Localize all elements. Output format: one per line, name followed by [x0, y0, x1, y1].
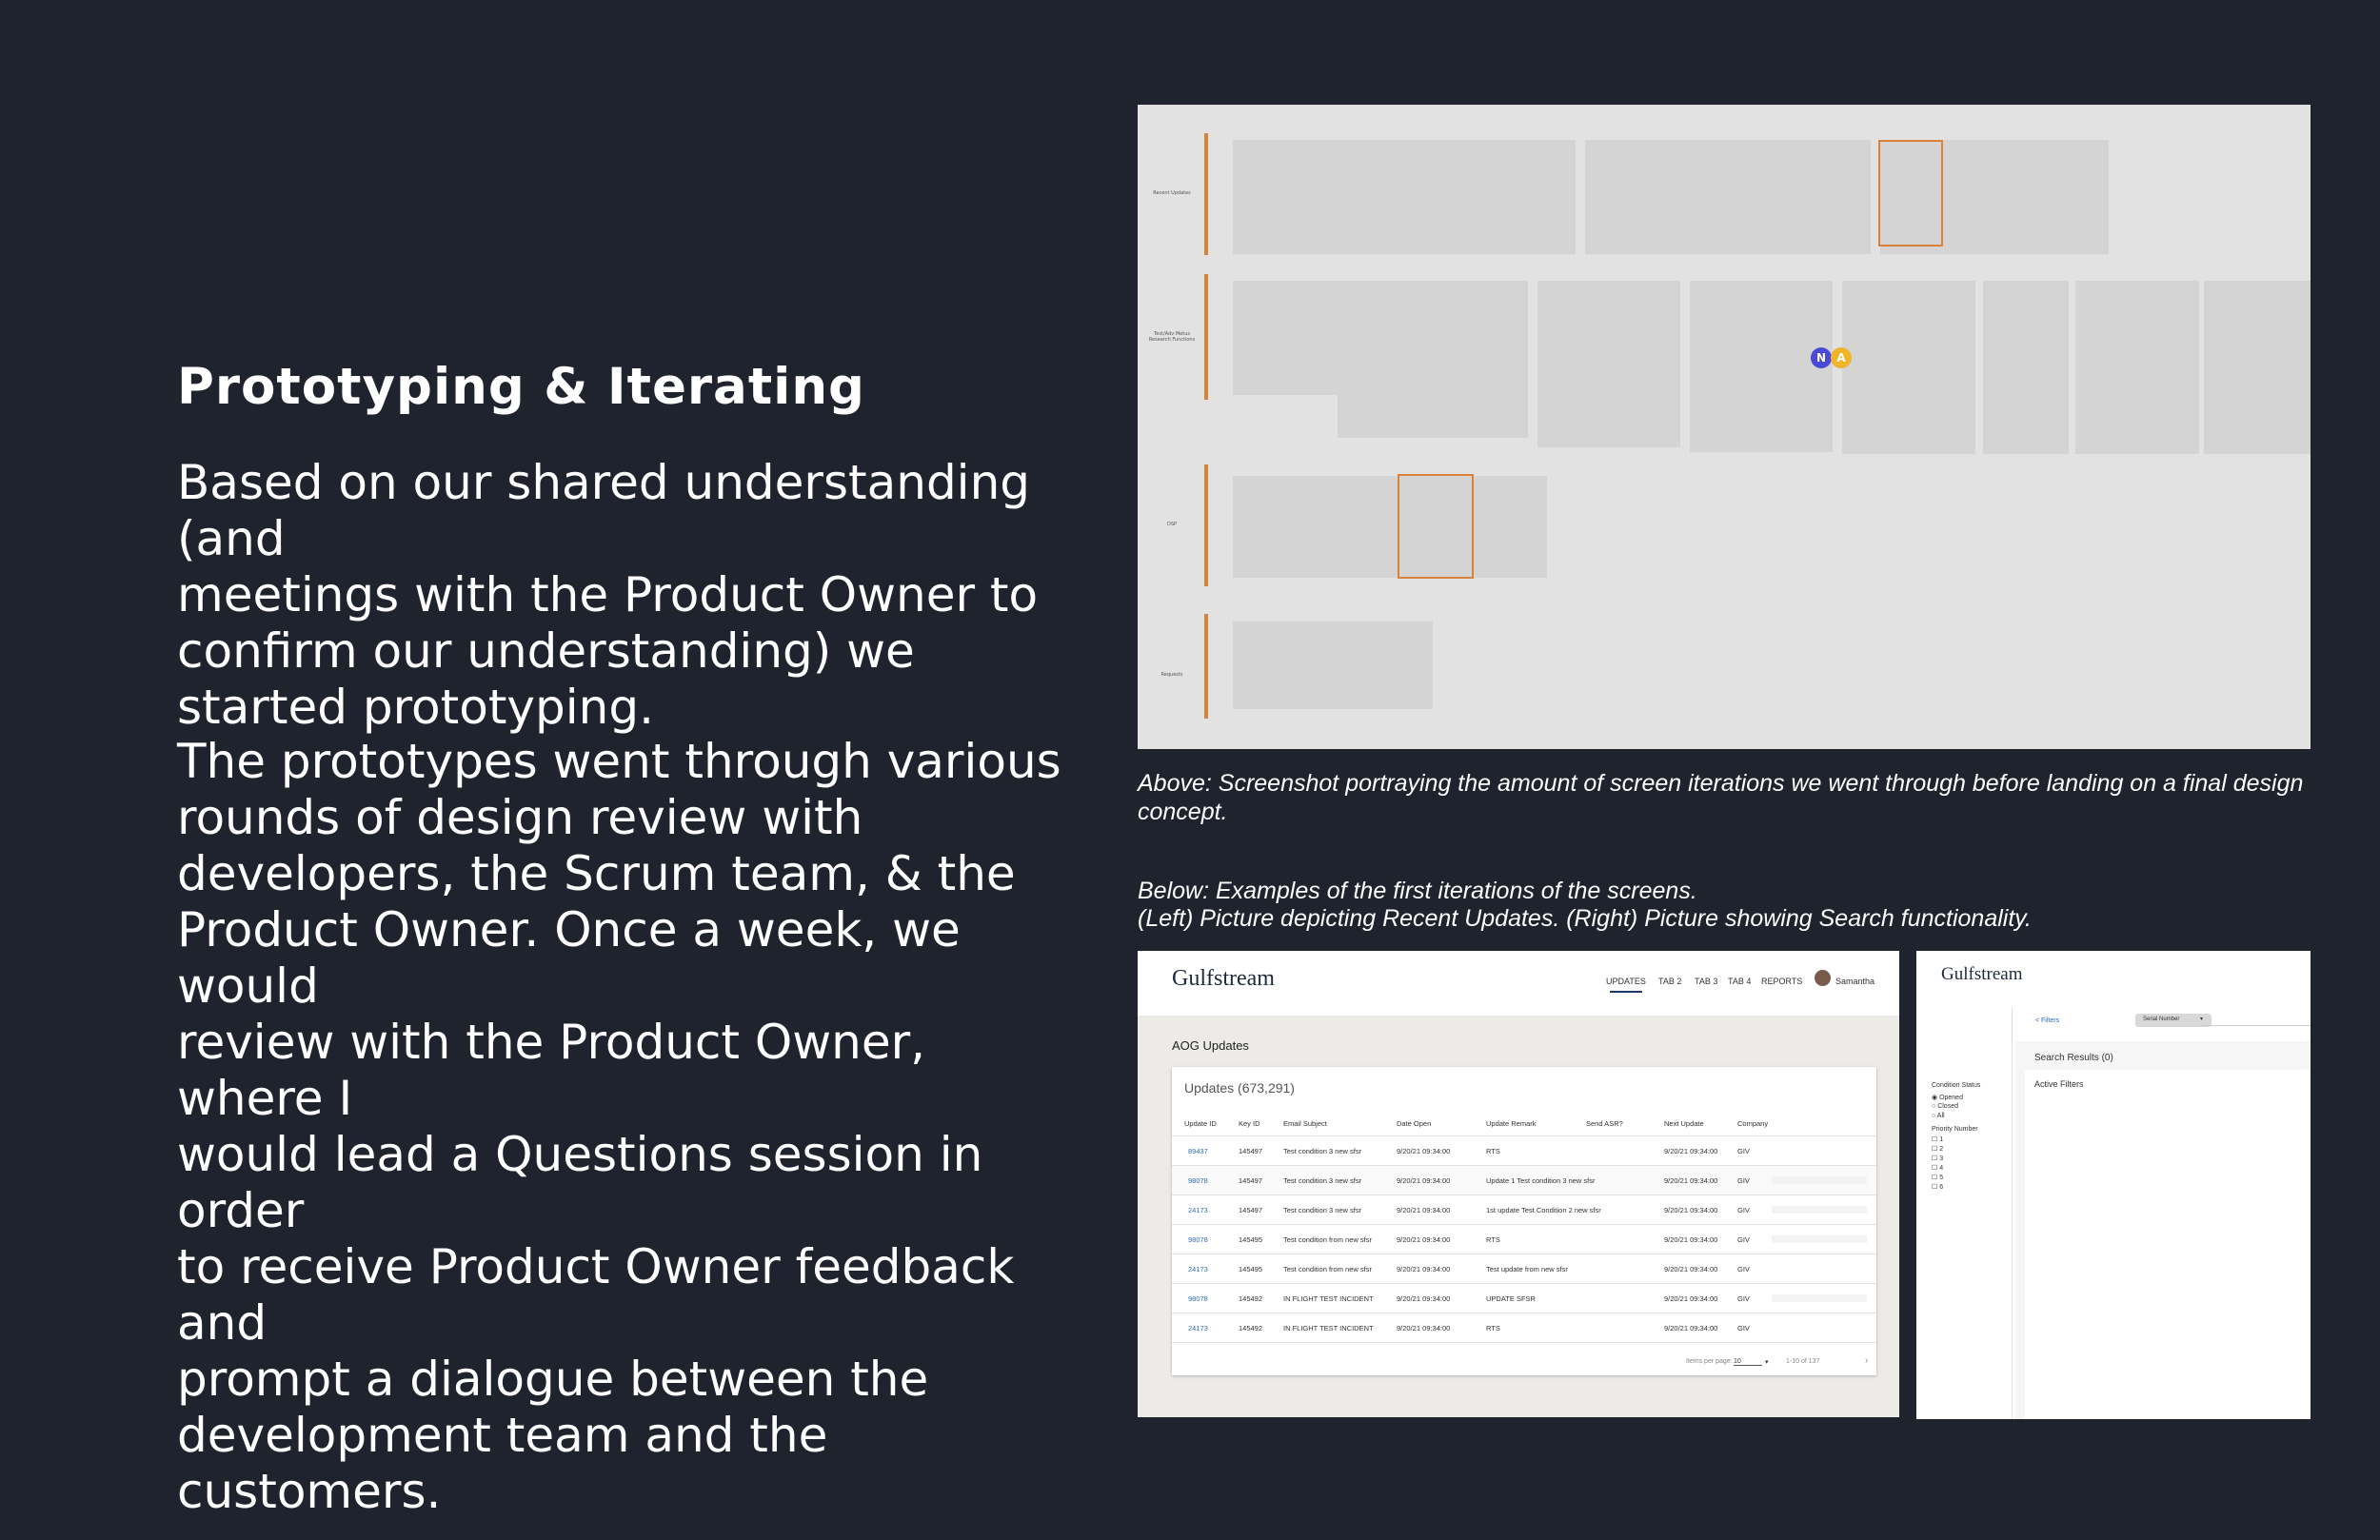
recent-updates-screenshot — [1138, 951, 1899, 1417]
chevron-down-icon: ▾ — [2200, 1017, 2204, 1022]
table-cell: 145497 — [1239, 1176, 1263, 1185]
update-id-link[interactable]: 24173 — [1188, 1206, 1208, 1214]
row-label: DSP — [1166, 522, 1178, 527]
page-title: AOG Updates — [1172, 1038, 1249, 1053]
table-cell: 145495 — [1239, 1265, 1263, 1273]
table-row[interactable] — [1172, 1283, 1876, 1313]
update-id-link[interactable]: 98078 — [1188, 1176, 1208, 1185]
para2-line: review with the Product Owner, where I — [177, 1015, 926, 1126]
table-cell: RTS — [1486, 1147, 1500, 1155]
selected-frame — [1398, 474, 1474, 579]
para2-line: The prototypes went through various — [177, 734, 1061, 789]
table-cell: Test condition 3 new sfsr — [1283, 1176, 1362, 1185]
table-title: Updates (673,291) — [1184, 1080, 1295, 1096]
radio-label: Opened — [1939, 1095, 1963, 1101]
table-row[interactable] — [1172, 1313, 1876, 1343]
frame-group — [2204, 281, 2311, 454]
frame-group — [1233, 622, 1433, 709]
checkbox-label: 2 — [1939, 1146, 1944, 1153]
user-avatar[interactable] — [1815, 970, 1831, 986]
frame-group — [1983, 281, 2069, 454]
para1-line: meetings with the Product Owner to — [177, 567, 1039, 622]
next-page-icon[interactable]: › — [1865, 1355, 1869, 1366]
table-cell: 145497 — [1239, 1147, 1263, 1155]
frame-group — [1537, 281, 1680, 447]
table-cell: 9/20/21 09:34:00 — [1397, 1324, 1451, 1333]
checkbox-label: 5 — [1939, 1175, 1944, 1181]
row-label: Text/Adv Metus Research Functions — [1148, 331, 1196, 343]
selected-frame — [1878, 140, 1943, 247]
table-cell: Test condition 3 new sfsr — [1283, 1206, 1362, 1214]
para2-line: prompt a dialogue between the — [177, 1352, 929, 1407]
table-cell: 1st update Test Condition 2 new sfsr — [1486, 1206, 1601, 1214]
checkbox-priority[interactable]: ☐ 5 — [1932, 1175, 1944, 1181]
nav-tab-updates[interactable]: UPDATES — [1606, 977, 1646, 986]
items-per-page-select[interactable]: 10 — [1734, 1358, 1762, 1366]
active-tab-indicator — [1610, 991, 1642, 993]
intro-paragraph — [177, 455, 1072, 736]
para2-line: to receive Product Owner feedback and — [177, 1239, 1015, 1351]
user-name: Samantha — [1835, 977, 1875, 986]
nav-tab-2[interactable]: TAB 2 — [1658, 977, 1682, 986]
frame-group — [2075, 281, 2199, 454]
frame-group — [1585, 140, 1871, 254]
filters-link[interactable]: < Filters — [2035, 1017, 2060, 1024]
table-cell: Test update from new sfsr — [1486, 1265, 1568, 1273]
checkbox-label: 6 — [1939, 1184, 1944, 1191]
iteration-board — [1138, 105, 2311, 749]
table-cell: 9/20/21 09:34:00 — [1664, 1176, 1718, 1185]
table-cell: 9/20/21 09:34:00 — [1664, 1324, 1718, 1333]
table-row[interactable] — [1172, 1254, 1876, 1284]
radio-all[interactable]: ○ All — [1932, 1113, 1945, 1119]
radio-opened[interactable]: ◉ Opened — [1932, 1095, 1963, 1101]
table-cell: 9/20/21 09:34:00 — [1397, 1147, 1451, 1155]
table-row[interactable] — [1172, 1194, 1876, 1225]
brand-logo: Gulfstream — [1172, 966, 1275, 991]
table-cell: Test condition 3 new sfsr — [1283, 1147, 1362, 1155]
table-row[interactable] — [1172, 1135, 1876, 1166]
company-bar — [1772, 1176, 1867, 1184]
dropdown-value: Serial Number — [2143, 1017, 2180, 1022]
table-cell: IN FLIGHT TEST INCIDENT — [1283, 1324, 1374, 1333]
checkbox-label: 4 — [1939, 1165, 1944, 1172]
column-header: Company — [1737, 1119, 1769, 1128]
column-header: Date Open — [1397, 1119, 1432, 1128]
row-marker — [1204, 614, 1208, 719]
column-header: Update ID — [1184, 1119, 1217, 1128]
updates-table-card — [1172, 1067, 1876, 1375]
frame-group — [1233, 140, 1576, 254]
filters-sidebar — [1916, 1008, 2013, 1419]
company-bar — [1772, 1294, 1867, 1302]
frame-group — [1842, 281, 1975, 454]
table-cell: 9/20/21 09:34:00 — [1664, 1147, 1718, 1155]
table-cell: IN FLIGHT TEST INCIDENT — [1283, 1294, 1374, 1303]
para1-line: confirm our understanding) we — [177, 623, 915, 679]
section-heading: Prototyping & Iterating — [177, 358, 865, 416]
below-caption: Below: Examples of the first iterations of the screens. — [1138, 878, 1697, 904]
column-header: Key ID — [1239, 1119, 1260, 1128]
table-cell: GIV — [1737, 1294, 1750, 1303]
table-cell: GIV — [1737, 1176, 1750, 1185]
checkbox-priority[interactable]: ☐ 4 — [1932, 1165, 1944, 1172]
table-cell: 9/20/21 09:34:00 — [1664, 1265, 1718, 1273]
table-cell: GIV — [1737, 1324, 1750, 1333]
active-filters-panel — [2025, 1070, 2311, 1419]
row-marker — [1204, 133, 1208, 255]
radio-closed[interactable]: ○ Closed — [1932, 1103, 1958, 1110]
table-cell: Test condition from new sfsr — [1283, 1265, 1372, 1273]
checkbox-priority[interactable]: ☐ 2 — [1932, 1146, 1944, 1153]
checkbox-label: 1 — [1939, 1136, 1944, 1143]
table-cell: GIV — [1737, 1265, 1750, 1273]
nav-tab-reports[interactable]: REPORTS — [1761, 977, 1803, 986]
table-cell: 9/20/21 09:34:00 — [1397, 1265, 1451, 1273]
column-header: Send ASR? — [1586, 1119, 1623, 1128]
update-id-link[interactable]: 98078 — [1188, 1235, 1208, 1244]
frame-group — [1233, 281, 1338, 395]
table-cell: GIV — [1737, 1147, 1750, 1155]
para2-line: would lead a Questions session in order — [177, 1127, 983, 1238]
row-label: Requests — [1160, 672, 1183, 678]
radio-label: All — [1936, 1113, 1945, 1119]
search-screenshot — [1916, 951, 2311, 1419]
table-cell: Update 1 Test condition 3 new sfsr — [1486, 1176, 1596, 1185]
para1-line: started prototyping. — [177, 680, 654, 735]
column-header: Next Update — [1664, 1119, 1704, 1128]
table-row[interactable] — [1172, 1165, 1876, 1195]
above-caption: Above: Screenshot portraying the amount of screen iterations we went through before landing on a final design concept. — [1138, 770, 2304, 825]
table-cell: 9/20/21 09:34:00 — [1664, 1235, 1718, 1244]
below-caption-detail: (Left) Picture depicting Recent Updates. (Right) Picture showing Search functionality. — [1138, 905, 2032, 932]
table-cell: 9/20/21 09:34:00 — [1664, 1206, 1718, 1214]
update-id-link[interactable]: 89437 — [1188, 1147, 1208, 1155]
para2-line: Product Owner. Once a week, we would — [177, 902, 961, 1014]
radio-label: Closed — [1937, 1103, 1958, 1110]
status-label: Condition Status — [1932, 1082, 1981, 1089]
table-cell: Test condition from new sfsr — [1283, 1235, 1372, 1244]
serial-number-dropdown[interactable] — [2135, 1014, 2211, 1027]
row-marker — [1204, 274, 1208, 400]
table-cell: RTS — [1486, 1324, 1500, 1333]
column-header: Email Subject — [1283, 1119, 1327, 1128]
table-cell: 9/20/21 09:34:00 — [1397, 1206, 1451, 1214]
review-paragraph — [177, 734, 1072, 1520]
collaborator-avatar: N — [1811, 347, 1832, 368]
checkbox-priority[interactable]: ☐ 1 — [1932, 1136, 1944, 1143]
divider — [2202, 1025, 2311, 1026]
company-bar — [1772, 1235, 1867, 1243]
table-cell: GIV — [1737, 1235, 1750, 1244]
nav-tab-3[interactable]: TAB 3 — [1695, 977, 1718, 986]
row-marker — [1204, 464, 1208, 586]
table-row[interactable] — [1172, 1224, 1876, 1254]
company-bar — [1772, 1206, 1867, 1214]
items-per-page-label: Items per page: — [1686, 1358, 1733, 1365]
brand-logo: Gulfstream — [1941, 964, 2023, 984]
top-bar — [1138, 951, 1899, 1016]
priority-label: Priority Number — [1932, 1126, 1978, 1133]
results-heading: Search Results (0) — [2034, 1053, 2113, 1063]
checkbox-priority[interactable]: ☐ 6 — [1932, 1184, 1944, 1191]
table-cell: GIV — [1737, 1206, 1750, 1214]
update-id-link[interactable]: 98078 — [1188, 1294, 1208, 1303]
table-cell: RTS — [1486, 1235, 1500, 1244]
chevron-down-icon[interactable]: ▾ — [1765, 1359, 1769, 1366]
table-cell: 9/20/21 09:34:00 — [1397, 1235, 1451, 1244]
pagination-range: 1-10 of 137 — [1786, 1358, 1820, 1365]
para2-line: developers, the Scrum team, & the — [177, 846, 1016, 901]
table-cell: 145492 — [1239, 1324, 1263, 1333]
para2-line: rounds of design review with — [177, 790, 863, 845]
table-cell: 145495 — [1239, 1235, 1263, 1244]
table-cell: 145497 — [1239, 1206, 1263, 1214]
table-cell: 9/20/21 09:34:00 — [1397, 1176, 1451, 1185]
collaborator-avatar: A — [1831, 347, 1852, 368]
table-cell: 9/20/21 09:34:00 — [1664, 1294, 1718, 1303]
frame-group — [1233, 476, 1547, 578]
table-cell: 9/20/21 09:34:00 — [1397, 1294, 1451, 1303]
checkbox-label: 3 — [1939, 1155, 1944, 1162]
active-filters-label: Active Filters — [2034, 1079, 2084, 1089]
table-cell: UPDATE SFSR — [1486, 1294, 1536, 1303]
frame-group — [1338, 281, 1528, 438]
row-label: Recent Updates — [1153, 190, 1191, 196]
table-cell: 145492 — [1239, 1294, 1263, 1303]
frame-group — [1690, 281, 1833, 452]
table-divider — [1172, 1342, 1876, 1343]
column-header: Update Remark — [1486, 1119, 1537, 1128]
update-id-link[interactable]: 24173 — [1188, 1265, 1208, 1273]
para2-line: development team and the customers. — [177, 1408, 828, 1519]
results-panel — [2015, 1041, 2311, 1419]
para1-line: Based on our shared understanding (and — [177, 455, 1030, 566]
checkbox-priority[interactable]: ☐ 3 — [1932, 1155, 1944, 1162]
nav-tab-4[interactable]: TAB 4 — [1728, 977, 1752, 986]
update-id-link[interactable]: 24173 — [1188, 1324, 1208, 1333]
